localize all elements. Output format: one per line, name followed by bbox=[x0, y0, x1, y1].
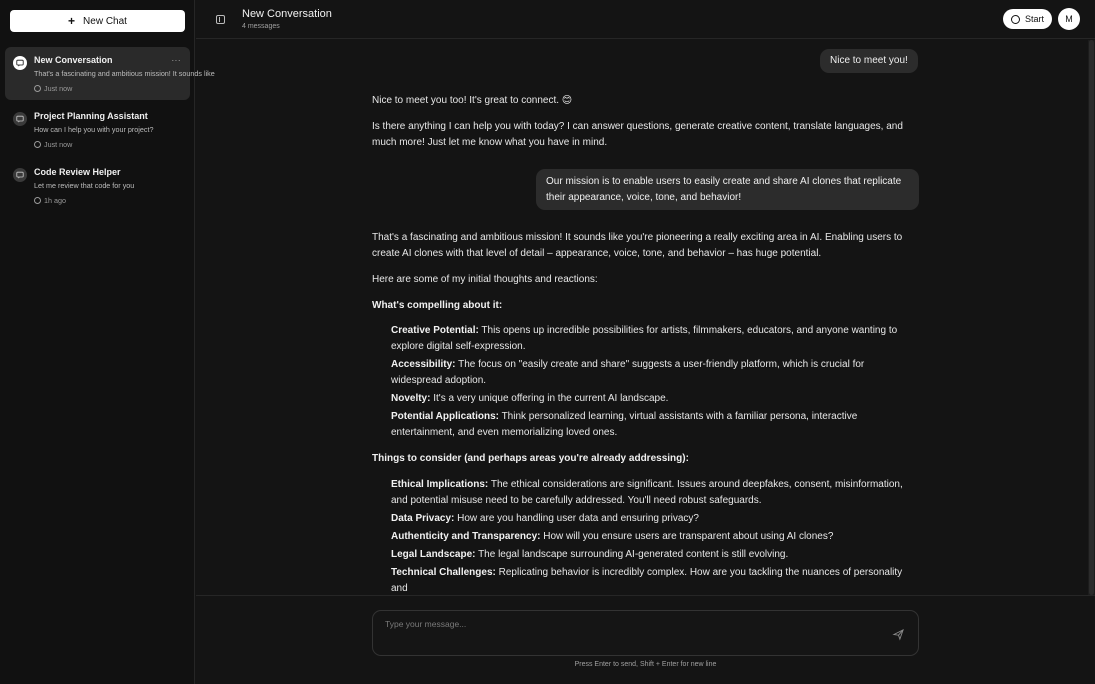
circle-icon bbox=[1011, 15, 1020, 24]
chat-bubble-icon bbox=[13, 168, 27, 182]
list-item-text: How will you ensure users are transparent about using AI clones? bbox=[540, 531, 834, 542]
conversation-preview: That's a fascinating and ambitious mission! It sounds like bbox=[34, 69, 215, 78]
chat-messages bbox=[196, 40, 1095, 595]
sidebar bbox=[0, 0, 215, 684]
clock-icon bbox=[34, 141, 41, 148]
user-message: Nice to meet you! bbox=[820, 49, 918, 73]
list-item-text: The legal landscape surrounding AI-generated content is still evolving. bbox=[475, 549, 789, 560]
conversation-time bbox=[34, 196, 66, 205]
conversation-time bbox=[34, 140, 72, 149]
message-input[interactable] bbox=[385, 619, 865, 629]
list-item bbox=[391, 547, 906, 563]
start-label: Start bbox=[1024, 14, 1044, 24]
clock-icon bbox=[34, 197, 41, 204]
more-options-icon[interactable]: ··· bbox=[171, 56, 181, 65]
list-item bbox=[391, 511, 906, 527]
conversation-time-label: Just now bbox=[44, 84, 73, 93]
conversation-item-active[interactable] bbox=[5, 47, 215, 100]
list-item-text: The focus on "easily create and share" suggests a user-friendly platform, which is crucial for widespread adoption. bbox=[391, 359, 865, 386]
start-button[interactable] bbox=[1003, 9, 1052, 29]
section-heading: Things to consider (and perhaps areas you're already addressing): bbox=[372, 453, 689, 464]
chat-bubble-icon bbox=[13, 112, 27, 126]
conversation-title: Project Planning Assistant bbox=[34, 111, 148, 121]
list-item-label: Authenticity and Transparency: bbox=[391, 531, 541, 542]
list-item-label: Ethical Implications: bbox=[391, 479, 489, 490]
new-chat-button[interactable] bbox=[10, 10, 185, 32]
list-item-text: It's a very unique offering in the current AI landscape. bbox=[430, 393, 669, 404]
list-item bbox=[391, 565, 906, 597]
list-item-label: Technical Challenges: bbox=[391, 567, 496, 578]
list-item-text: This opens up incredible possibilities for artists, filmmakers, educators, and anyone wanting to explore digital self-expression. bbox=[391, 325, 898, 352]
assistant-message-text: Here are some of my initial thoughts and reactions: bbox=[372, 274, 598, 285]
plus-icon: + bbox=[68, 14, 76, 28]
user-message: Our mission is to enable users to easily create and share AI clones that replicate their appearance, voice, tone, and behavior! bbox=[536, 169, 919, 210]
clock-icon bbox=[34, 85, 41, 92]
list-item-text: Replicating behavior is incredibly complex. How are you tackling the nuances of personality and bbox=[391, 567, 903, 594]
list-item bbox=[391, 357, 906, 389]
send-icon[interactable] bbox=[893, 629, 904, 640]
conversation-title: New Conversation bbox=[34, 55, 113, 65]
list-item-label: Legal Landscape: bbox=[391, 549, 476, 560]
list-item-text: How are you handling user data and ensuring privacy? bbox=[454, 513, 699, 524]
header bbox=[196, 0, 1095, 39]
list-item-label: Accessibility: bbox=[391, 359, 456, 370]
list-item-label: Creative Potential: bbox=[391, 325, 479, 336]
assistant-message-text: Nice to meet you too! It's great to connect. 😊 bbox=[372, 95, 573, 106]
message-input-box[interactable] bbox=[372, 610, 919, 656]
list-item bbox=[391, 323, 906, 355]
conversation-time-label: 1h ago bbox=[44, 196, 66, 205]
conversation-time bbox=[34, 84, 72, 93]
list-item-label: Novelty: bbox=[391, 393, 431, 404]
conversation-item[interactable] bbox=[5, 159, 190, 212]
list-item bbox=[391, 477, 906, 509]
conversation-preview: How can I help you with your project? bbox=[34, 125, 154, 134]
list-item bbox=[391, 391, 906, 407]
list-item-text: The ethical considerations are significant. Issues around deepfakes, consent, misinformation, and potential misuse need to be carefully addressed. You'll need robust safeguards. bbox=[391, 479, 903, 506]
list-item-text: Think personalized learning, virtual assistants with a familiar persona, interactive entertainment, and even memorializing loved ones. bbox=[391, 411, 858, 438]
sidebar-toggle-icon[interactable] bbox=[216, 15, 225, 24]
list-item bbox=[391, 409, 906, 441]
message-count: 4 messages bbox=[242, 23, 280, 30]
assistant-message-text: Is there anything I can help you with today? I can answer questions, generate creative content, translate languages, and much more! Just let me know what you have in mind. bbox=[372, 121, 903, 148]
avatar[interactable]: M bbox=[1058, 8, 1080, 30]
scrollbar[interactable] bbox=[1088, 40, 1095, 595]
conversation-time-label: Just now bbox=[44, 140, 73, 149]
list-item-label: Data Privacy: bbox=[391, 513, 455, 524]
scrollbar-thumb[interactable] bbox=[1089, 40, 1094, 595]
assistant-message-text: That's a fascinating and ambitious mission! It sounds like you're pioneering a really exciting area in AI. Enabling users to create AI clones with that level of detail – appearance, voice, tone, and behavior – has huge potential. bbox=[372, 232, 903, 259]
conversation-title: Code Review Helper bbox=[34, 167, 121, 177]
conversation-preview: Let me review that code for you bbox=[34, 181, 135, 190]
section-heading: What's compelling about it: bbox=[372, 300, 503, 311]
list-item-label: Potential Applications: bbox=[391, 411, 499, 422]
input-hint: Press Enter to send, Shift + Enter for new line bbox=[574, 661, 717, 668]
chat-bubble-icon bbox=[13, 56, 27, 70]
conversation-item[interactable] bbox=[5, 103, 190, 156]
list-item bbox=[391, 529, 906, 545]
page-title: New Conversation bbox=[242, 8, 332, 20]
composer bbox=[196, 595, 1095, 684]
new-chat-label: New Chat bbox=[83, 15, 127, 27]
